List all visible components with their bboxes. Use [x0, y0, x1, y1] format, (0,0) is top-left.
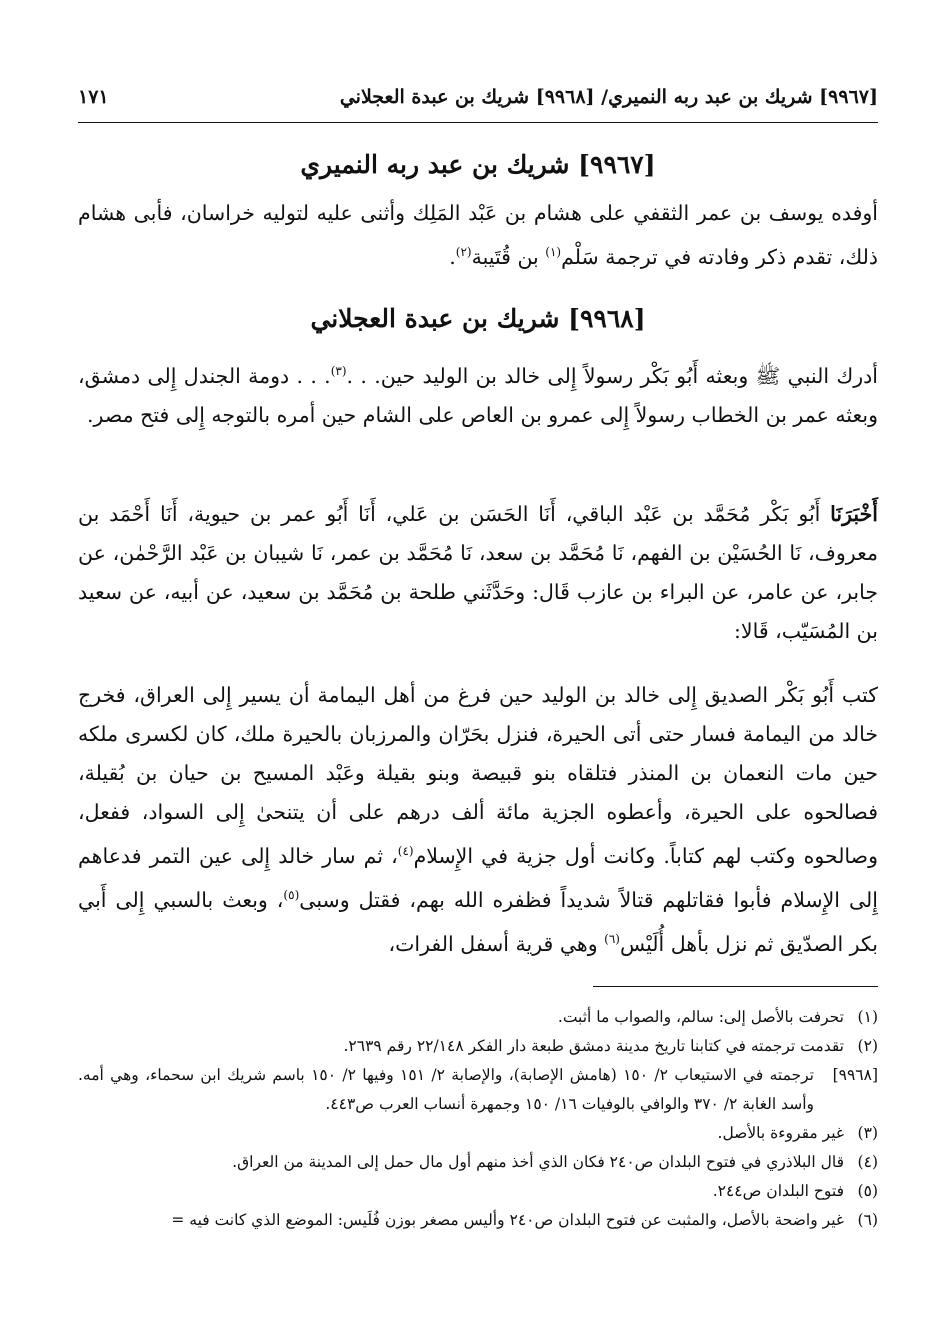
- footnote-text: قال البلاذري في فتوح البلدان ص٢٤٠ فكان الذي أخذ منهم أول مال حمل إلى المدينة من العراق.: [232, 1153, 844, 1171]
- footnote-number: (١): [857, 1008, 878, 1026]
- paragraph-isnad: أَخْبَرَنَا أَبُو بَكْر مُحَمَّد بن عَبْد الباقي، أَنَا الحَسَن بن عَلي، أَنَا أَبُو عمر بن حيوية، أَنَا أَحْمَد بن معروف، نَا الحُسَيْن بن الفهم، نَا مُحَمَّد بن سعد، نَا مُحَمَّد بن عمر، نَا شيبان بن عَبْد الرَّحْمٰن، عن جابر، عن عامر، عن البراء بن عازب قَال: وحَدَّثَني طلحة بن مُحَمَّد بن سعيد، عن أبيه، عن سعيد بن المُسَيّب، قَالا:: [78, 502, 878, 643]
- akhbarana-lead: أَخْبَرَنَا: [830, 502, 878, 526]
- footnote-divider: [593, 986, 878, 987]
- footnote-ref[interactable]: (٥): [283, 887, 300, 902]
- page-number: ١٧١: [78, 86, 109, 108]
- section-title-9967: [٩٩٦٧] شريك بن عبد ربه النميري: [300, 150, 656, 179]
- footnote-ref[interactable]: (٦): [604, 931, 620, 946]
- footnote-number: (٥): [857, 1182, 878, 1200]
- paragraph-9967: أوفده يوسف بن عمر الثقفي على هشام بن عَبْد المَلِك وأثنى عليه لتوليه خراسان، فأبى هشام ذلك، تقدم ذكر وفادته في ترجمة سَلْم$^{(١)}$ بن قُتَيبة$^{(٢)}$.: [78, 201, 878, 269]
- footnote-number: (٤): [857, 1153, 878, 1171]
- footnote-text: ترجمته في الاستيعاب ٢/ ١٥٠ (هامش الإصابة)، والإصابة ٢/ ١٥١ وفيها ٢/ ١٥٠ باسم شريك ابن سحماء، وهي أمه. وأسد الغابة ٢/ ٣٧٠ والوافي بالوفيات ١٦/ ١٥٠ وجمهرة أنساب العرب ص٤٤٣.: [78, 1066, 814, 1113]
- footnote: [78, 1119, 878, 1148]
- footnote-number: (٦): [857, 1211, 878, 1229]
- page-header: [78, 78, 878, 123]
- footnote-ref[interactable]: (٣): [330, 364, 347, 378]
- footnote: [78, 1177, 878, 1206]
- document-page: [78, 0, 878, 1342]
- footnote: [78, 1032, 878, 1061]
- footnotes: [78, 1003, 878, 1235]
- footnote-ref[interactable]: (١): [545, 245, 562, 259]
- footnote-ref[interactable]: (٤): [397, 844, 414, 858]
- section-title-9968: [٩٩٦٨] شريك بن عبدة العجلاني: [310, 304, 646, 333]
- footnote-ref[interactable]: (٢): [455, 245, 472, 259]
- footnote-number: [٩٩٦٨]: [832, 1066, 878, 1084]
- footnote-text: تحرفت بالأصل إلى: سالم، والصواب ما أثبت.: [557, 1008, 844, 1026]
- footnote: [78, 1206, 878, 1235]
- footnote: [78, 1003, 878, 1032]
- footnote: [78, 1061, 878, 1119]
- footnote-text: فتوح البلدان ص٢٤٤.: [712, 1182, 844, 1200]
- footnote-number: (٢): [857, 1037, 878, 1055]
- footnote-text: تقدمت ترجمته في كتابنا تاريخ مدينة دمشق طبعة دار الفكر ٢٢/١٤٨ رقم ٢٦٣٩.: [343, 1037, 844, 1055]
- footnote: [78, 1148, 878, 1177]
- footnote-number: (٣): [857, 1124, 878, 1142]
- footnote-text: غير واضحة بالأصل، والمثبت عن فتوح البلدان ص٢٤٠ وأليس مصغر بوزن فُلَيس: الموضع الذي كانت فيه =: [171, 1211, 844, 1229]
- running-title: [٩٩٦٧] شريك بن عبد ربه النميري/ [٩٩٦٨] شريك بن عبدة العجلاني: [339, 86, 878, 108]
- paragraph-biography: أدرك النبي ﷺ وبعثه أَبُو بَكْر رسولاً إِلى خالد بن الوليد حين. . .$^{(٣)}$. . . دومة الجندل إِلى دمشق، وبعثه عمر بن الخطاب رسولاً إِلى عمرو بن العاص على الشام حين أمره بالتوجه إِلى فتح مصر.: [78, 363, 878, 427]
- footnote-text: غير مقروءة بالأصل.: [717, 1124, 844, 1142]
- paragraph-narrative: كتب أَبُو بَكْر الصديق إِلى خالد بن الوليد حين فرغ من أهل اليمامة أن يسير إِلى العراق، فخرج خالد من اليمامة فسار حتى أتى الحيرة، فنزل بحَرّان والمرزبان بالحيرة ملك، كان لكسرى ملكه حين مات النعمان بن المنذر فتلقاه بنو قبيصة وبنو بقيلة وعَبْد المسيح بن حيان بن بُقيلة، فصالحوه على الحيرة، وأعطوه الجزية مائة ألف درهم على أن يتنحىٰ إِلى السواد، ففعل، وصالحوه وكتب لهم كتاباً. وكانت أول جزية في الإِسلام$^{(٤)}$، ثم سار خالد إِلى عين التمر فدعاهم إِلى الإِسلام فأبوا فقاتلهم قتالاً شديداً فظفره الله بهم، فقتل وسبى$^{(٥)}$، وبعث بالسبي إِلى أَبي بكر الصدّيق ثم نزل بأهل أُلَيْس$^{(٦)}$ وهي قرية أسفل الفرات،: [78, 683, 878, 956]
